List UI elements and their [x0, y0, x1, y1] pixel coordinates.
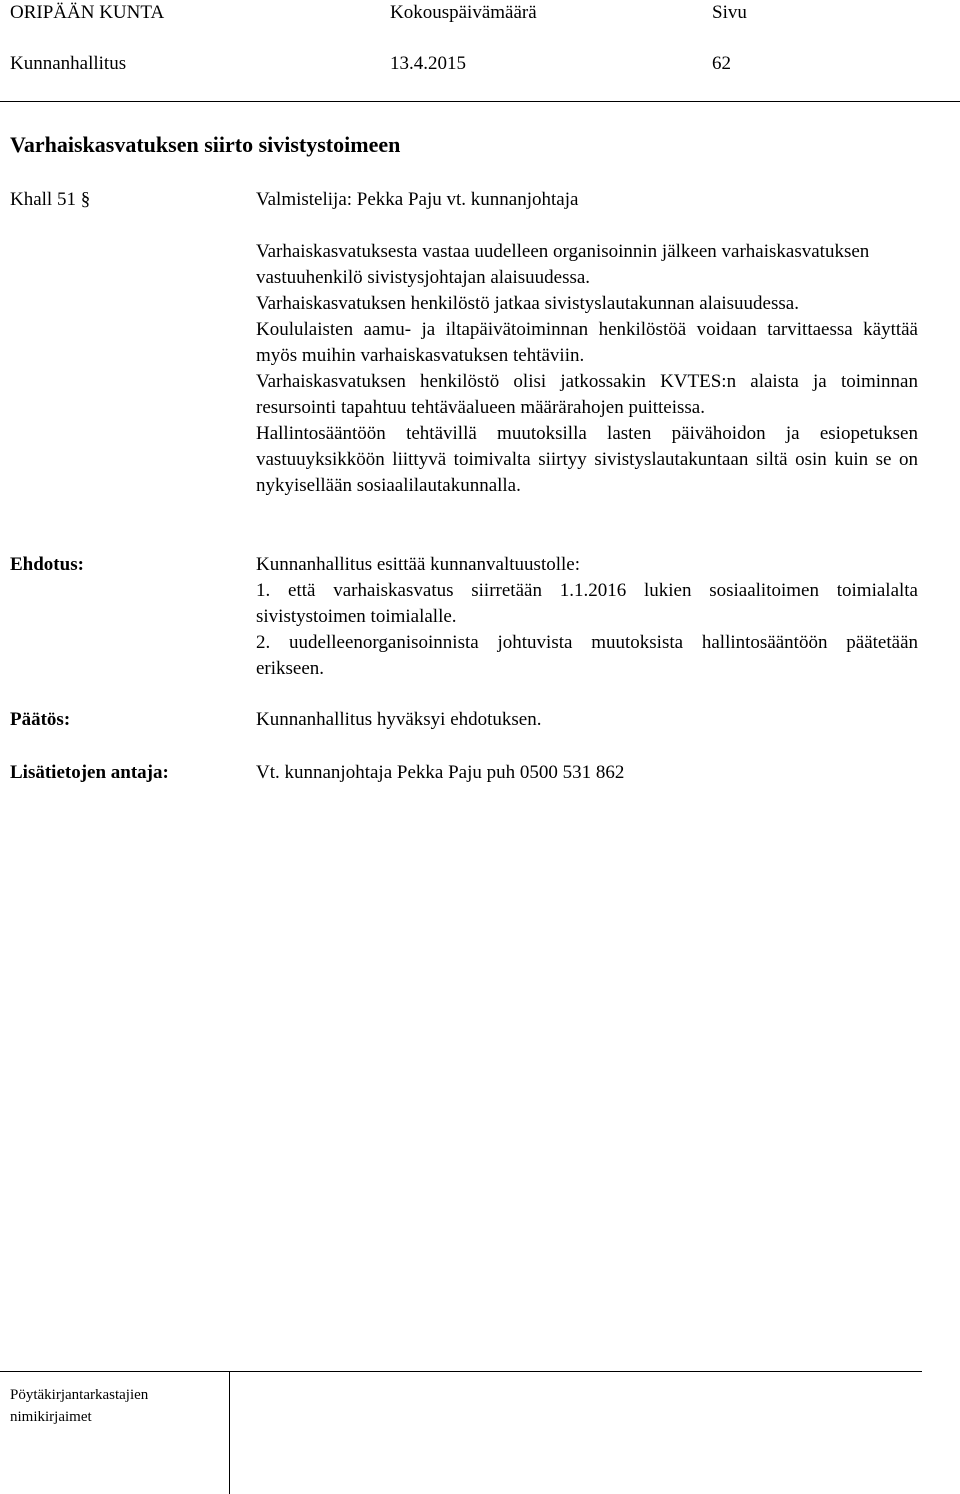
paragraph-1: Varhaiskasvatuksesta vastaa uudelleen organisoinnin jälkeen varhaiskasvatuksen vastuuhenkilö sivistysjohtajan alaisuudessa. — [256, 241, 870, 288]
footer-divider — [229, 1371, 230, 1494]
paragraph-2: Varhaiskasvatuksen henkilöstö jatkaa sivistyslautakunnan alaisuudessa. — [256, 293, 799, 314]
decision-label: Päätös: — [10, 709, 71, 730]
proposal-text — [256, 552, 918, 682]
page-label: Sivu — [712, 2, 747, 23]
org-name: ORIPÄÄN KUNTA — [10, 2, 165, 23]
contact-label: Lisätietojen antaja: — [10, 762, 169, 783]
paragraph-5: Hallintosääntöön tehtävillä muutoksilla lasten päivähoidon ja esiopetuksen vastuuyksikköön liittyvä toimivalta siirtyy sivistyslautakuntaan siltä osin kuin se on nykyisellään sosiaalilautakunnalla. — [256, 423, 918, 496]
meeting-date: 13.4.2015 — [390, 53, 466, 74]
footer-label-line2: nimikirjaimet — [10, 1409, 92, 1425]
proposal-item-2: 2. uudelleenorganisoinnista johtuvista muutoksista hallintosääntöön päätetään erikseen. — [256, 632, 918, 679]
footer-label-line1: Pöytäkirjantarkastajien — [10, 1387, 149, 1403]
page-number: 62 — [712, 53, 731, 74]
proposal-item-1: 1. että varhaiskasvatus siirretään 1.1.2016 lukien sosiaalitoimen toimialalta sivistystoimen toimialalle. — [256, 580, 918, 627]
paragraph-3: Koululaisten aamu- ja iltapäivätoiminnan henkilöstöä voidaan tarvittaessa käyttää myös muihin varhaiskasvatuksen tehtäviin. — [256, 319, 918, 366]
decision-text: Kunnanhallitus hyväksyi ehdotuksen. — [256, 709, 542, 730]
contact-text: Vt. kunnanjohtaja Pekka Paju puh 0500 531 862 — [256, 762, 625, 783]
proposal-label: Ehdotus: — [10, 554, 84, 575]
preparer: Valmistelija: Pekka Paju vt. kunnanjohtaja — [256, 189, 579, 210]
body-text — [256, 239, 918, 499]
meeting-body: Kunnanhallitus — [10, 53, 127, 74]
footer-rule — [0, 1371, 922, 1372]
date-label: Kokouspäivämäärä — [390, 2, 537, 23]
header-rule — [0, 101, 960, 102]
proposal-intro: Kunnanhallitus esittää kunnanvaltuustolle: — [256, 554, 580, 575]
section-ref: Khall 51 § — [10, 189, 91, 210]
page-title: Varhaiskasvatuksen siirto sivistystoimeen — [10, 132, 401, 157]
paragraph-4: Varhaiskasvatuksen henkilöstö olisi jatkossakin KVTES:n alaista ja toiminnan resursointi tapahtuu tehtäväalueen määrärahojen puitteissa. — [256, 371, 918, 418]
